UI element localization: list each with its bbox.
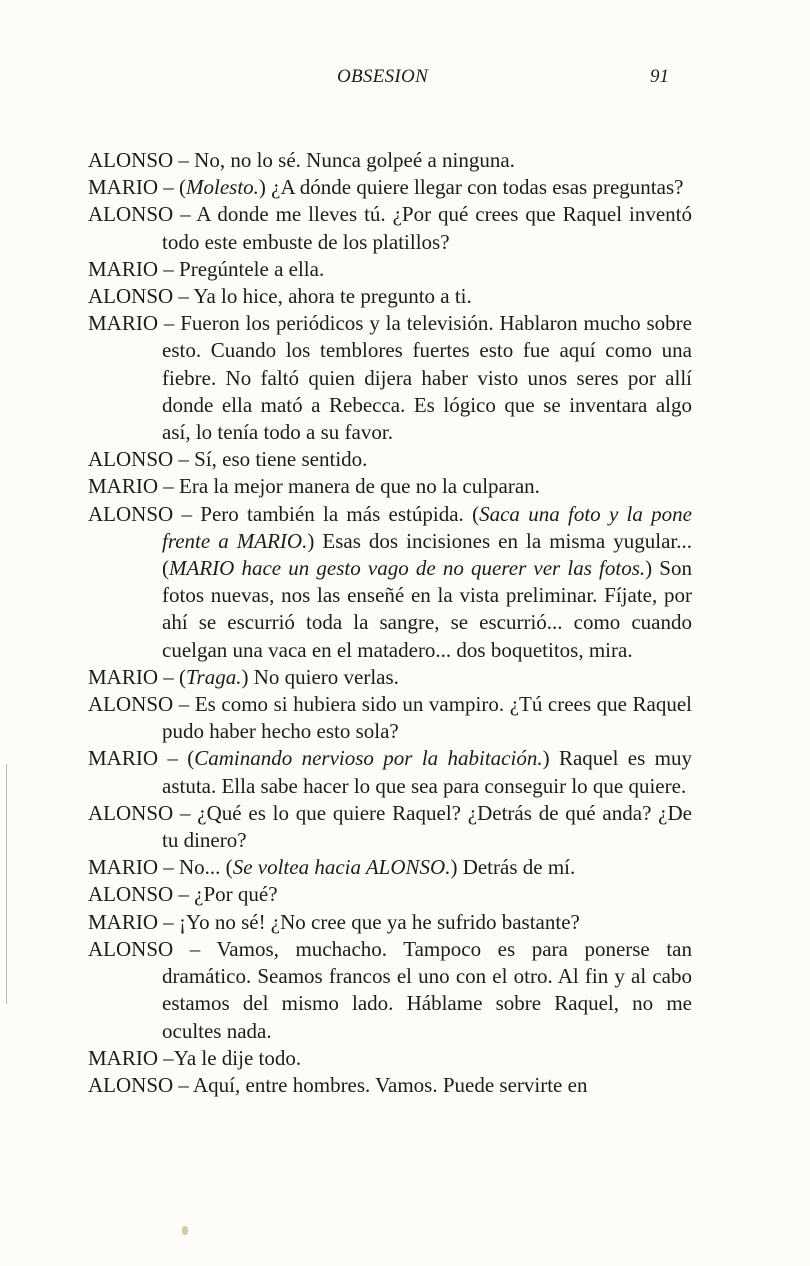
speech-text: ) Raquel es muy astuta. Ella sabe hacer lo que sea para conseguir lo que quiere. xyxy=(162,746,692,798)
speech-text: ) No quiero verlas. xyxy=(241,664,399,689)
speech-text: Ya le dije todo. xyxy=(173,1045,302,1070)
dialogue-line xyxy=(88,909,692,936)
dialogue-line xyxy=(88,201,692,255)
dialogue-line xyxy=(88,147,692,174)
speaker-name: MARIO – xyxy=(88,909,174,934)
speech-text: Aquí, entre hombres. Vamos. Puede servirte en xyxy=(188,1072,588,1097)
speaker-name: ALONSO – xyxy=(88,284,189,309)
speech-text: Fueron los periódicos y la televisión. Hablaron mucho sobre esto. Cuando los temblores fuertes esto fue aquí como una fiebre. No faltó quien dijera haber visto unos seres por allí donde ella mató a Rebecca. Es lógico que se inventara algo así, lo tenía todo a su favor. xyxy=(162,311,692,445)
stage-direction: MARIO hace un gesto vago de no querer ver las fotos. xyxy=(169,556,646,581)
page-number: 91 xyxy=(650,66,669,87)
speech-text: Sí, eso tiene sentido. xyxy=(188,447,368,472)
speech-text: No... ( xyxy=(173,855,233,880)
running-title: OBSESION xyxy=(337,66,429,87)
speech-text: Ya lo hice, ahora te pregunto a ti. xyxy=(188,284,472,309)
speaker-name: MARIO – xyxy=(88,746,178,771)
dialogue-block xyxy=(88,147,692,1099)
speech-text: Vamos, muchacho. Tampoco es para ponerse tan dramático. Seamos francos el uno con el otro. Al fin y al cabo estamos del mismo lado. Háblame sobre Raquel, no me ocultes nada. xyxy=(162,936,692,1043)
speaker-name: ALONSO – xyxy=(88,800,191,825)
dialogue-line xyxy=(88,501,692,664)
stage-direction: Caminando nervioso por la habitación. xyxy=(194,746,543,771)
speech-text: Es como si hubiera sido un vampiro. ¿Tú crees que Raquel pudo haber hecho esto sola? xyxy=(162,692,693,744)
stage-direction: Se voltea hacia ALONSO. xyxy=(232,855,451,880)
dialogue-line xyxy=(88,854,692,881)
dialogue-line xyxy=(88,691,692,745)
speech-text: Pregúntele a ella. xyxy=(173,256,325,281)
dialogue-line xyxy=(88,473,692,500)
speaker-name: MARIO – xyxy=(88,664,174,689)
dialogue-line xyxy=(88,745,692,799)
speech-text: ) Son fotos nuevas, nos las enseñé en la vista preliminar. Fíjate, por ahí se escurrió toda la sangre, se escurrió... como cuando cuelgan una vaca en el matadero... dos boquetitos, mira. xyxy=(162,556,692,662)
speech-text: ( xyxy=(177,746,195,771)
dialogue-line xyxy=(88,256,692,283)
speaker-name: ALONSO – xyxy=(88,936,201,961)
dialogue-line xyxy=(88,936,692,1045)
dialogue-line xyxy=(88,446,692,473)
speech-text: ¿Por qué? xyxy=(188,882,278,907)
speech-text: ) ¿A dónde quiere llegar con todas esas preguntas? xyxy=(258,175,684,200)
dialogue-line xyxy=(88,310,692,446)
dialogue-line xyxy=(88,1072,692,1099)
dialogue-line xyxy=(88,800,692,854)
margin-rule xyxy=(6,764,7,1004)
speaker-name: ALONSO – xyxy=(88,692,190,717)
page-header xyxy=(0,66,810,96)
dialogue-line xyxy=(88,1045,692,1072)
speaker-name: ALONSO – xyxy=(88,501,192,526)
speech-text: ¿Qué es lo que quiere Raquel? ¿Detrás de qué anda? ¿De tu dinero? xyxy=(162,800,692,853)
dialogue-line xyxy=(88,664,692,691)
speaker-name: ALONSO – xyxy=(88,202,191,227)
speaker-name: ALONSO – xyxy=(88,1072,189,1097)
speech-text: A donde me lleves tú. ¿Por qué crees que Raquel inventó todo este embuste de los platillos? xyxy=(162,202,692,254)
speaker-name: ALONSO – xyxy=(88,882,189,907)
speech-text: ¡Yo no sé! ¿No cree que ya he sufrido bastante? xyxy=(173,909,580,934)
speech-text: ) Esas dos incisiones en la misma yugular... ( xyxy=(162,528,692,581)
stage-direction: Traga. xyxy=(186,664,242,689)
stage-direction: Saca una foto y la pone frente a MARIO. xyxy=(162,501,693,553)
dialogue-line xyxy=(88,174,692,201)
speech-text: No, no lo sé. Nunca golpeé a ninguna. xyxy=(188,148,515,172)
dialogue-line xyxy=(88,881,692,908)
speaker-name: MARIO – xyxy=(88,855,174,880)
speech-text: ( xyxy=(173,664,187,689)
paper-speck xyxy=(182,1226,188,1235)
speaker-name: MARIO – xyxy=(88,175,174,200)
speech-text: ( xyxy=(173,175,187,200)
speaker-name: MARIO – xyxy=(88,1045,174,1070)
speech-text: ) Detrás de mí. xyxy=(450,855,576,880)
speaker-name: MARIO – xyxy=(88,474,174,499)
stage-direction: Molesto. xyxy=(186,175,259,200)
speaker-name: ALONSO – xyxy=(88,148,189,172)
speech-text: Pero también la más estúpida. ( xyxy=(191,501,480,526)
speaker-name: ALONSO – xyxy=(88,447,189,472)
dialogue-line xyxy=(88,283,692,310)
speaker-name: MARIO – xyxy=(88,256,174,281)
speech-text: Era la mejor manera de que no la culparan. xyxy=(173,474,540,499)
speaker-name: MARIO – xyxy=(88,311,175,336)
